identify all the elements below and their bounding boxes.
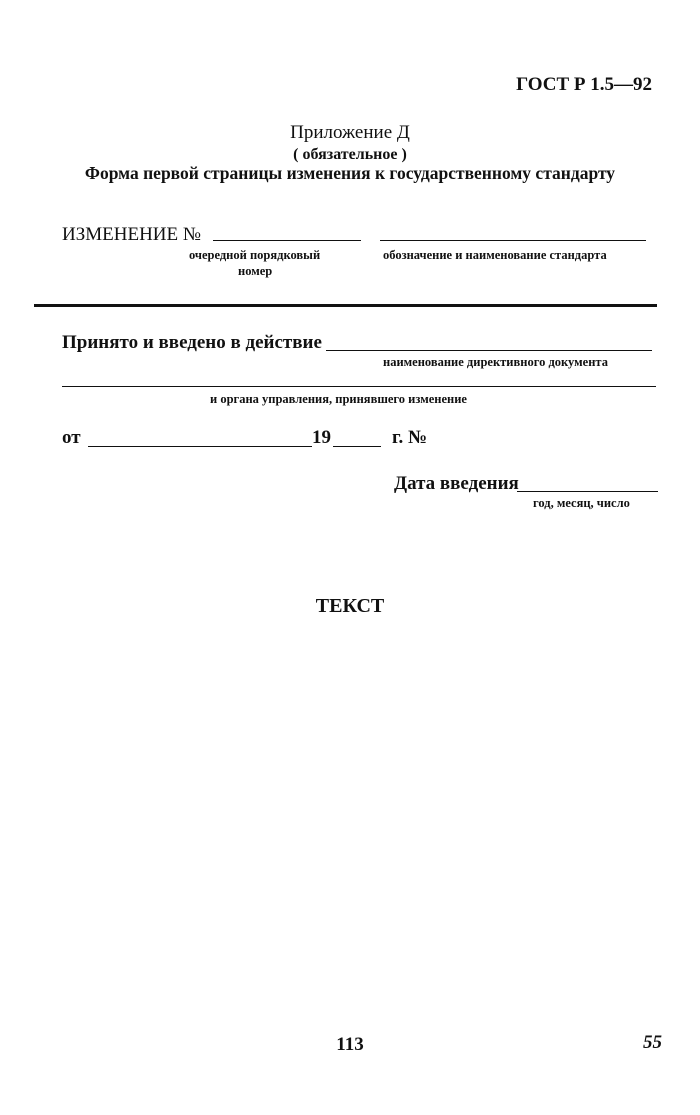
appendix-title: Приложение Д — [290, 122, 410, 143]
standard-designation-line — [380, 240, 646, 241]
section-divider — [34, 304, 657, 307]
form-title: Форма первой страницы изменения к государственному стандарту — [84, 163, 616, 183]
year-line — [333, 446, 381, 447]
corner-page-number: 55 — [643, 1032, 662, 1053]
directive-document-line — [326, 350, 652, 351]
amendment-number-caption-2: номер — [238, 264, 273, 278]
date-line — [88, 446, 312, 447]
amendment-number-line — [213, 240, 361, 241]
amendment-label: ИЗМЕНЕНИЕ № — [62, 224, 201, 245]
introduction-date-line — [517, 491, 658, 492]
document-number-label: г. № — [392, 427, 428, 448]
authority-caption: и органа управления, принявшего изменение — [210, 392, 467, 406]
standard-designation-caption: обозначение и наименование стандарта — [383, 248, 607, 262]
page-number: 113 — [336, 1034, 364, 1055]
authority-line — [62, 386, 656, 387]
from-label: от — [62, 427, 81, 448]
appendix-status: ( обязательное ) — [293, 146, 407, 163]
year-prefix: 19 — [312, 427, 331, 448]
amendment-number-caption: очередной порядковый — [189, 248, 321, 262]
adoption-label: Принято и введено в действие — [62, 332, 322, 353]
introduction-date-caption: год, месяц, число — [533, 496, 630, 510]
standard-code: ГОСТ Р 1.5—92 — [516, 74, 652, 95]
body-text-placeholder: ТЕКСТ — [315, 595, 385, 617]
introduction-date-label: Дата введения — [394, 473, 519, 494]
directive-document-caption: наименование директивного документа — [383, 355, 608, 369]
